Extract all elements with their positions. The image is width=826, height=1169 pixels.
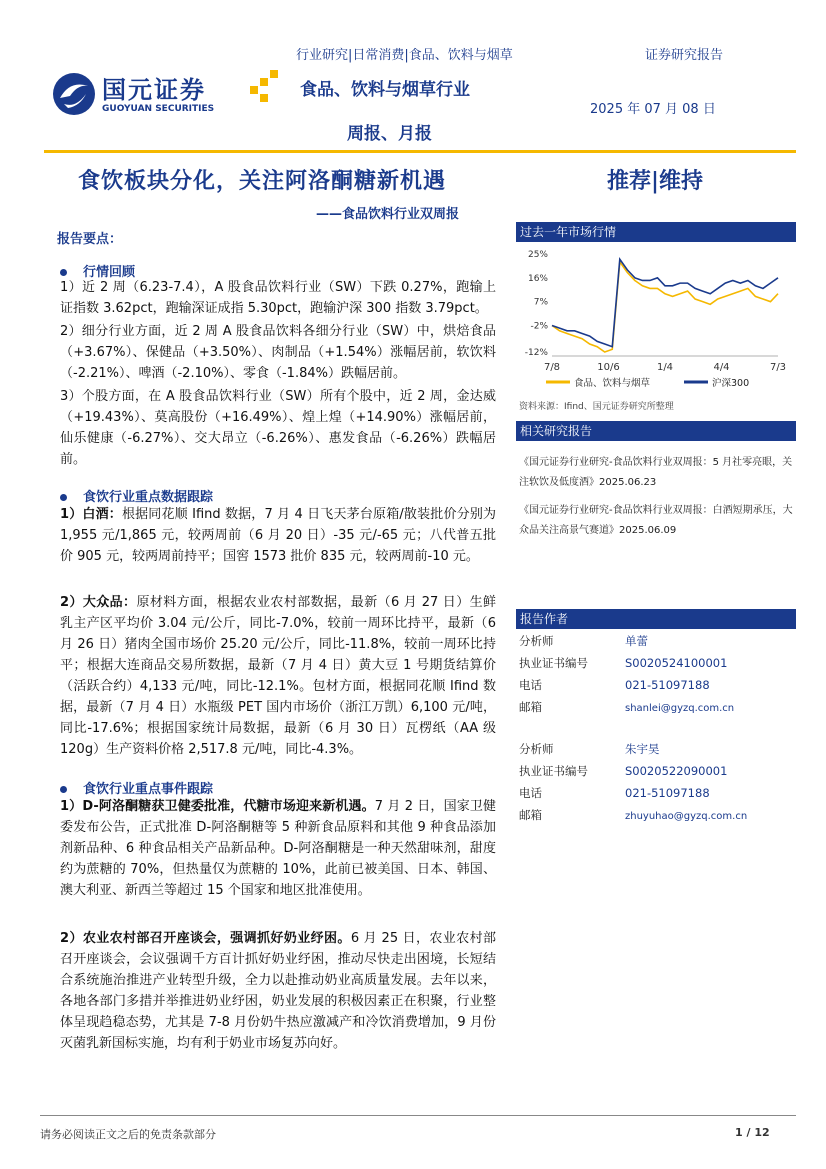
y-tick-label: 16% — [527, 273, 548, 284]
header-path: 行业研究|日常消费|食品、饮料与烟草 — [296, 48, 513, 63]
series-line-1 — [552, 259, 778, 346]
paragraph-lead: 2）农业农村部召开座谈会，强调抓好奶业纾困。 — [60, 931, 351, 946]
author-phone: 021-51097188 — [625, 678, 710, 692]
x-tick-label: 1/4 — [656, 362, 674, 373]
section-title: 行情回顾 — [83, 265, 136, 280]
author-name: 朱宇昊 — [625, 742, 660, 756]
footer-rule — [40, 1115, 796, 1116]
series-line-0 — [552, 262, 778, 352]
legend-label: 沪深300 — [712, 378, 750, 389]
report-subtitle: ——食品饮料行业双周报 — [316, 207, 460, 222]
y-tick-label: 25% — [527, 250, 548, 260]
report-date: 2025 年 07 月 08 日 — [590, 102, 716, 117]
author-key: 执业证书编号 — [519, 764, 588, 778]
paragraph: 3）个股方面，在 A 股食品饮料行业（SW）所有个股中，近 2 周，金达威（+19.43%）、莫高股份（+16.49%）、煌上煌（+14.90%）涨幅居前，仙乐健康（-6.27%）、交大昂立（-6.26%）、惠发食品（-6.26%）跌幅居前。 — [60, 389, 496, 467]
author-row — [519, 763, 727, 779]
author-email[interactable]: zhuyuhao@gyzq.com.cn — [625, 811, 748, 822]
paragraph-lead: 1）D-阿洛酮糖获卫健委批准，代糖市场迎来新机遇。 — [60, 799, 375, 814]
market-section-bar: 过去一年市场行情 — [516, 222, 796, 242]
author-cert: S0020522090001 — [625, 764, 728, 778]
author-key: 邮箱 — [519, 700, 542, 714]
header-rule — [44, 150, 796, 153]
industry-name: 食品、饮料与烟草行业 — [300, 80, 470, 100]
paragraph — [60, 504, 496, 567]
paragraph: 2）细分行业方面，近 2 周 A 股食品饮料各细分行业（SW）中，烘焙食品（+3.67%）、保健品（+3.50%）、肉制品（+1.54%）涨幅居前，软饮料（-2.21%）、啤酒（-2.10%）、零食（-1.84%）跌幅居前。 — [60, 324, 496, 381]
footer-disclaimer[interactable]: 请务必阅读正文之后的免责条款部分 — [40, 1128, 216, 1141]
author-section-bar: 报告作者 — [516, 609, 796, 629]
bullet-icon — [60, 786, 67, 793]
rating: 推荐|维持 — [607, 168, 704, 194]
y-tick-label: -2% — [530, 321, 548, 332]
author-name: 单蕾 — [625, 634, 648, 648]
author-key: 执业证书编号 — [519, 656, 588, 670]
author-row — [519, 699, 734, 715]
related-report-item[interactable]: 《国元证券行业研究-食品饮料行业双周报：白酒短期承压，大众品关注高景气赛道》2025.06.09 — [519, 505, 793, 536]
paragraph: 1）近 2 周（6.23-7.4），A 股食品饮料行业（SW）下跌 0.27%，跑输上证指数 3.62pct，跑输深证成指 5.30pct，跑输沪深 300 指数 3.79pct。 — [60, 280, 496, 316]
report-subtype: 周报、月报 — [347, 124, 432, 144]
author-key: 邮箱 — [519, 808, 542, 822]
paragraph — [60, 592, 496, 760]
author-key: 分析师 — [519, 742, 554, 756]
section-data-tracking — [60, 486, 213, 505]
author-key: 电话 — [519, 678, 542, 692]
paragraph-body: 6 月 25 日，农业农村部召开座谈会，会议强调千方百计抓好奶业纾困，推动尽快走出困境，长短结合系统施治推进产业转型升级，全力以赴推动奶业高质量发展。去年以来，各地各部门多措并举推进奶业纾困，奶业发展的积极因素正在积聚，行业整体呈现趋稳态势，尤其是 7-8 月份奶牛热应激减产和冷饮消费增加，9 月份灭菌乳新国标实施，均有利于奶业市场复苏向好。 — [60, 931, 497, 1051]
legend-label: 食品、饮料与烟草 — [574, 378, 651, 389]
author-row — [519, 807, 747, 823]
paragraph-body: 根据同花顺 Ifind 数据，7 月 4 日飞天茅台原箱/散装批价分别为 1,955 元/1,865 元，较两周前（6 月 20 日）-35 元/-65 元；八代普五批价 905 元，较两周前持平；国窖 1573 批价 835 元，较两周前-10 元。 — [60, 507, 496, 564]
header-report-type: 证券研究报告 — [645, 48, 724, 63]
author-key: 电话 — [519, 786, 542, 800]
author-phone: 021-51097188 — [625, 786, 710, 800]
page-number: 1 / 12 — [735, 1126, 770, 1139]
section-event-tracking — [60, 778, 213, 797]
x-tick-label: 10/6 — [597, 362, 620, 373]
key-points-label: 报告要点： — [57, 232, 123, 247]
paragraph-lead: 1）白酒： — [60, 507, 122, 522]
section-title: 食饮行业重点数据跟踪 — [83, 490, 214, 505]
author-email[interactable]: shanlei@gyzq.com.cn — [625, 703, 735, 714]
report-title: 食饮板块分化，关注阿洛酮糖新机遇 — [78, 168, 447, 194]
author-row — [519, 741, 660, 757]
guoyuan-logo — [50, 68, 290, 124]
logo-en: GUOYUAN SECURITIES — [102, 104, 215, 114]
related-section-bar: 相关研究报告 — [516, 421, 796, 441]
y-tick-label: 7% — [533, 297, 548, 308]
author-row — [519, 677, 710, 693]
logo-cn: 国元证券 — [102, 76, 206, 104]
y-tick-label: -12% — [524, 348, 548, 358]
x-tick-label: 7/8 — [543, 362, 561, 373]
author-row — [519, 785, 710, 801]
bullet-icon — [60, 269, 67, 276]
paragraph-body: 7 月 2 日，国家卫健委发布公告，正式批准 D-阿洛酮糖等 5 种新食品原料和其他 9 种食品添加剂新品种、6 种食品相关产品新品种。D-阿洛酮糖是一种天然甜味剂，甜度约为蔗糖的 70%，但热量仅为蔗糖的 10%，此前已被美国、日本、韩国、澳大利亚、新西兰等超过 15 个国家和地区批准使用。 — [60, 799, 496, 898]
author-row — [519, 633, 648, 649]
paragraph-body: 原材料方面，根据农业农村部数据，最新（6 月 27 日）生鲜乳主产区平均价 3.04 元/公斤，同比-7.0%，较前一周环比持平，最新（6 月 26 日）猪肉全国市场价 25.20 元/公斤，同比-11.8%，较前一周环比持平；根据大连商品交易所数据，最新（7 月 4 日）黄大豆 1 号期货结算价（活跃合约）4,133 元/吨，同比-12.1%。包材方面，根据同花顺 Ifind 数据，最新（7 月 4 日）水瓶级 PET 国内市场价（浙江万凯）6,100 元/吨，同比-17.6%；根据国家统计局数据，最新（6 月 30 日）瓦楞纸（AA 级 120g）生产资料价格 2,517.8 元/吨，同比-4.3%。 — [60, 595, 496, 757]
x-tick-label: 4/4 — [713, 362, 730, 373]
paragraph — [60, 928, 496, 1054]
chart-source: 资料来源：Ifind、国元证券研究所整理 — [519, 402, 674, 412]
paragraph — [60, 796, 496, 901]
market-chart — [516, 244, 796, 394]
section-title: 食饮行业重点事件跟踪 — [83, 782, 214, 797]
author-key: 分析师 — [519, 634, 554, 648]
author-cert: S0020524100001 — [625, 656, 728, 670]
author-row — [519, 655, 727, 671]
bullet-icon — [60, 494, 67, 501]
x-tick-label: 7/3 — [769, 362, 787, 373]
paragraph-lead: 2）大众品： — [60, 595, 137, 610]
related-report-item[interactable]: 《国元证券行业研究-食品饮料行业双周报：5 月社零亮眼，关注软饮及低度酒》2025.06.23 — [519, 457, 793, 488]
